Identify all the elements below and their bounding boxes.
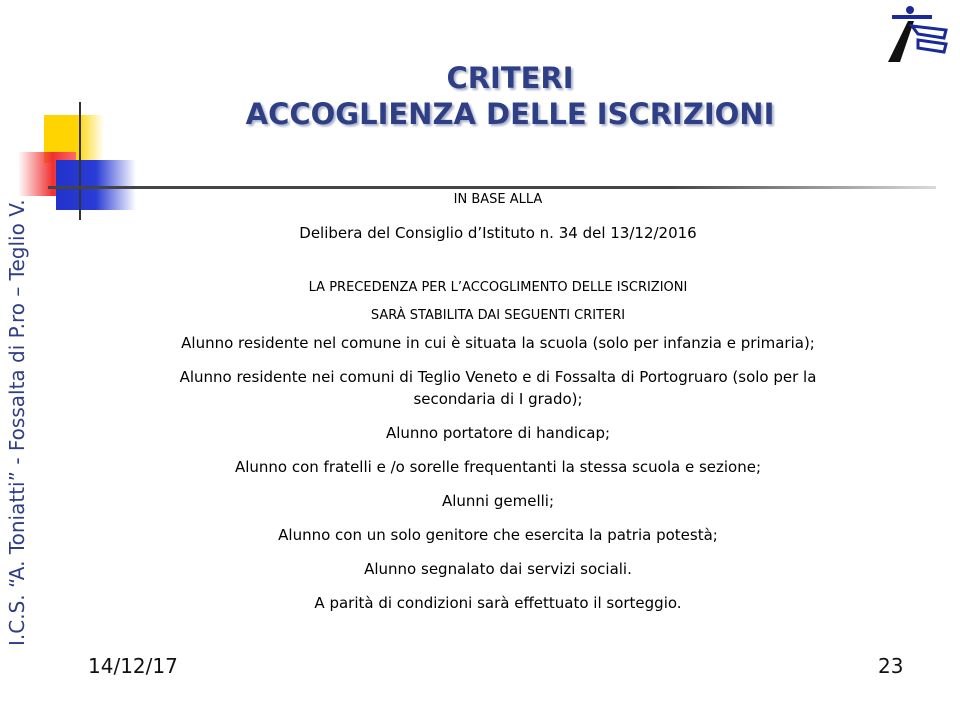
criterion-6: Alunno con un solo genitore che esercita la patria potestà;	[278, 526, 718, 544]
side-school-name: I.C.S. “A. Toniatti” - Fossalta di P.ro – Teglio V.	[5, 199, 29, 646]
slide-title	[160, 60, 860, 132]
school-logo-icon	[888, 4, 950, 64]
title-line-1: CRITERI	[446, 61, 574, 95]
title-line-2: ACCOGLIENZA DELLE ISCRIZIONI	[245, 97, 775, 131]
criterion-5: Alunni gemelli;	[441, 492, 555, 510]
criterion-4: Alunno con fratelli e /o sorelle frequentanti la stessa scuola e sezione;	[234, 458, 762, 476]
stabilita-text: SARÀ STABILITA DAI SEGUENTI CRITERI	[370, 308, 626, 323]
criterion-1: Alunno residente nel comune in cui è situata la scuola (solo per infanzia e primaria);	[181, 334, 815, 352]
criterion-7: Alunno segnalato dai servizi sociali.	[364, 560, 632, 578]
criterion-3: Alunno portatore di handicap;	[385, 424, 611, 442]
criterion-2: Alunno residente nei comuni di Teglio Veneto e di Fossalta di Portogruaro (solo per la secondaria di I grado);	[179, 368, 817, 408]
delibera-text: Delibera del Consiglio d’Istituto n. 34 del 13/12/2016	[299, 224, 697, 242]
page-number: 23	[878, 654, 904, 678]
footer-date: 14/12/17	[88, 654, 178, 678]
in-base-text: IN BASE ALLA	[453, 192, 543, 207]
decorative-vertical-line	[79, 102, 81, 220]
slide-body	[120, 188, 876, 614]
criterion-8: A parità di condizioni sarà effettuato il sorteggio.	[314, 594, 682, 612]
precedenza-text: LA PRECEDENZA PER L’ACCOGLIMENTO DELLE ISCRIZIONI	[308, 280, 688, 295]
